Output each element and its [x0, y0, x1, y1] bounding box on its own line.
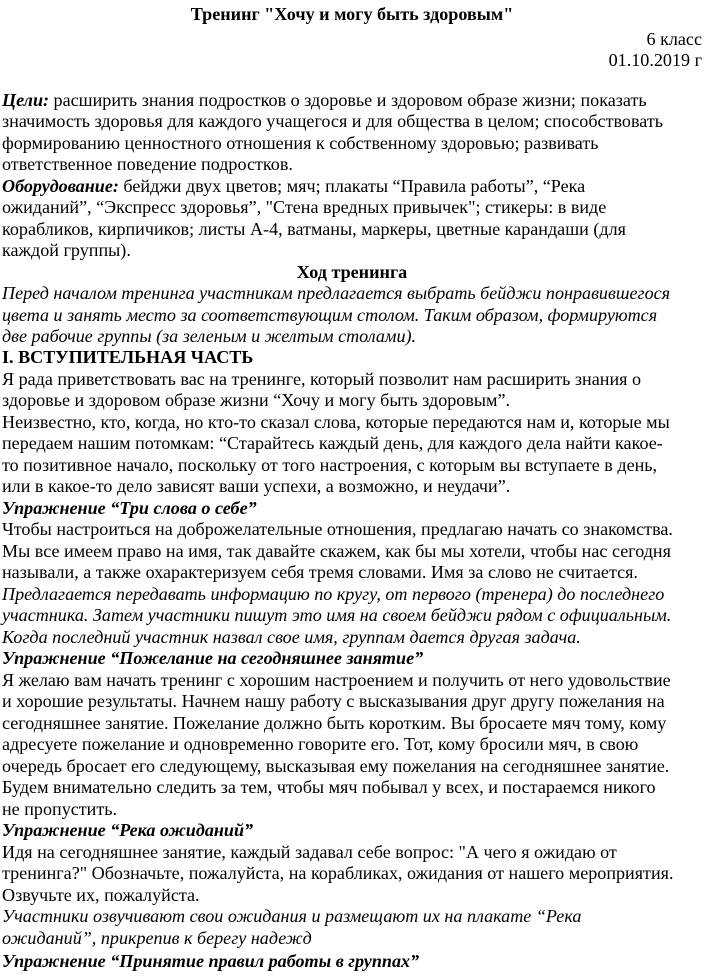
document-title: Тренинг "Хочу и могу быть здоровым"	[190, 4, 514, 24]
exercise2-line-3: сегодняшнее занятие. Пожелание должно быть коротким. Вы бросаете мяч тому, кому	[2, 713, 667, 733]
section1-heading: I. ВСТУПИТЕЛЬНАЯ ЧАСТЬ	[2, 347, 254, 367]
exercise2-line-5: очередь бросает его следующему, высказывая ему пожелания на сегодняшнее занятие.	[2, 756, 670, 776]
exercise2-line-7: не пропустить.	[2, 799, 118, 819]
exercise3-note-line-2: ожиданий”, прикрепив к берегу надежд	[2, 928, 312, 948]
exercise4-heading: Упражнение “Принятие правил работы в группах”	[2, 951, 420, 971]
exercise3-heading: Упражнение “Река ожиданий”	[2, 820, 254, 840]
date-label: 01.10.2019 г	[608, 50, 702, 70]
intro-note-line-3: две рабочие группы (за зеленым и желтым столами).	[2, 326, 417, 346]
exercise2-line-1: Я желаю вам начать тренинг с хорошим настроением и получить от него удовольствие	[2, 670, 671, 690]
exercise1-line-3: называли, а также охарактеризуем себя тремя словами. Имя за слово не считается.	[2, 562, 638, 582]
exercise1-note-line-1: Предлагается передавать информацию по кругу, от первого (тренера) до последнего	[2, 584, 665, 604]
exercise1-note-line-2: участника. Затем участники пишут это имя на своем бейджи рядом с официальным.	[2, 605, 672, 625]
equipment-line-4: каждой группы).	[2, 240, 131, 260]
exercise1-heading: Упражнение “Три слова о себе”	[2, 498, 257, 518]
goals-line-3: формированию ценностного отношения к собственному здоровью; развивать	[2, 133, 599, 153]
exercise1-line-2: Мы все имеем право на имя, так давайте скажем, как бы мы хотели, чтобы нас сегодня	[2, 541, 671, 561]
exercise2-heading: Упражнение “Пожелание на сегодняшнее занятие”	[2, 648, 424, 668]
intro-note-line-1: Перед началом тренинга участникам предлагается выбрать бейджи понравившегося	[2, 283, 671, 303]
goals-label: Цели:	[2, 90, 50, 110]
section1-line-2: здоровье и здоровом образе жизни “Хочу и могу быть здоровым”.	[2, 390, 511, 410]
course-heading: Ход тренинга	[296, 262, 408, 282]
exercise3-line-1: Идя на сегодняшнее занятие, каждый задавал себе вопрос: "А чего я ожидаю от	[2, 842, 617, 862]
equipment-line-1: Оборудование: бейджи двух цветов; мяч; плакаты “Правила работы”, “Река	[2, 176, 586, 196]
equipment-label: Оборудование:	[2, 176, 119, 196]
exercise3-line-2: тренинга?" Обозначьте, пожалуйста, на корабликах, ожидания от нашего мероприятия.	[2, 863, 674, 883]
goals-line-4: ответственное поведение подростков.	[2, 154, 293, 174]
section1-line-4: передаем нашим потомкам: “Старайтесь каждый день, для каждого дела найти какое-	[2, 433, 663, 453]
exercise3-note-line-1: Участники озвучивают свои ожидания и размещают их на плакате “Река	[2, 906, 582, 926]
exercise2-line-4: адресуете пожелание и одновременно говорите его. Тот, кому бросили мяч, в свою	[2, 734, 639, 754]
section1-line-6: или в какое-то дело зависят ваши успехи, а возможно, и неудачи”.	[2, 476, 511, 496]
intro-note-line-2: цвета и занять место за соответствующим столом. Таким образом, формируются	[2, 305, 658, 325]
goals-line-1: Цели: расширить знания подростков о здоровье и здоровом образе жизни; показать	[2, 90, 647, 110]
section1-line-5: то позитивное начало, поскольку от того настроения, с которым вы вступаете в день,	[2, 455, 658, 475]
grade-label: 6 класс	[646, 29, 702, 49]
exercise2-line-6: Будем внимательно следить за тем, чтобы мяч побывал у всех, и постараемся никого	[2, 777, 656, 797]
equipment-line-2: ожиданий”, “Экспресс здоровья”, "Стена вредных привычек"; стикеры: в виде	[2, 197, 607, 217]
section1-line-1: Я рада приветствовать вас на тренинге, который позволит нам расширить знания о	[2, 369, 642, 389]
goals-line-2: значимость здоровья для каждого учащегося и для общества в целом; способствовать	[2, 111, 663, 131]
exercise1-line-1: Чтобы настроиться на доброжелательные отношения, предлагаю начать со знакомства.	[2, 519, 673, 539]
equipment-line-3: корабликов, кирпичиков; листы А-4, ватманы, маркеры, цветные карандаши (для	[2, 219, 626, 239]
exercise1-note-line-3: Когда последний участник назвал свое имя, группам дается другая задача.	[2, 627, 581, 647]
exercise3-line-3: Озвучьте их, пожалуйста.	[2, 885, 200, 905]
exercise2-line-2: и хорошие результаты. Начнем нашу работу с высказывания друг другу пожелания на	[2, 691, 665, 711]
section1-line-3: Неизвестно, кто, когда, но кто-то сказал слова, которые передаются нам и, которые мы	[2, 412, 670, 432]
